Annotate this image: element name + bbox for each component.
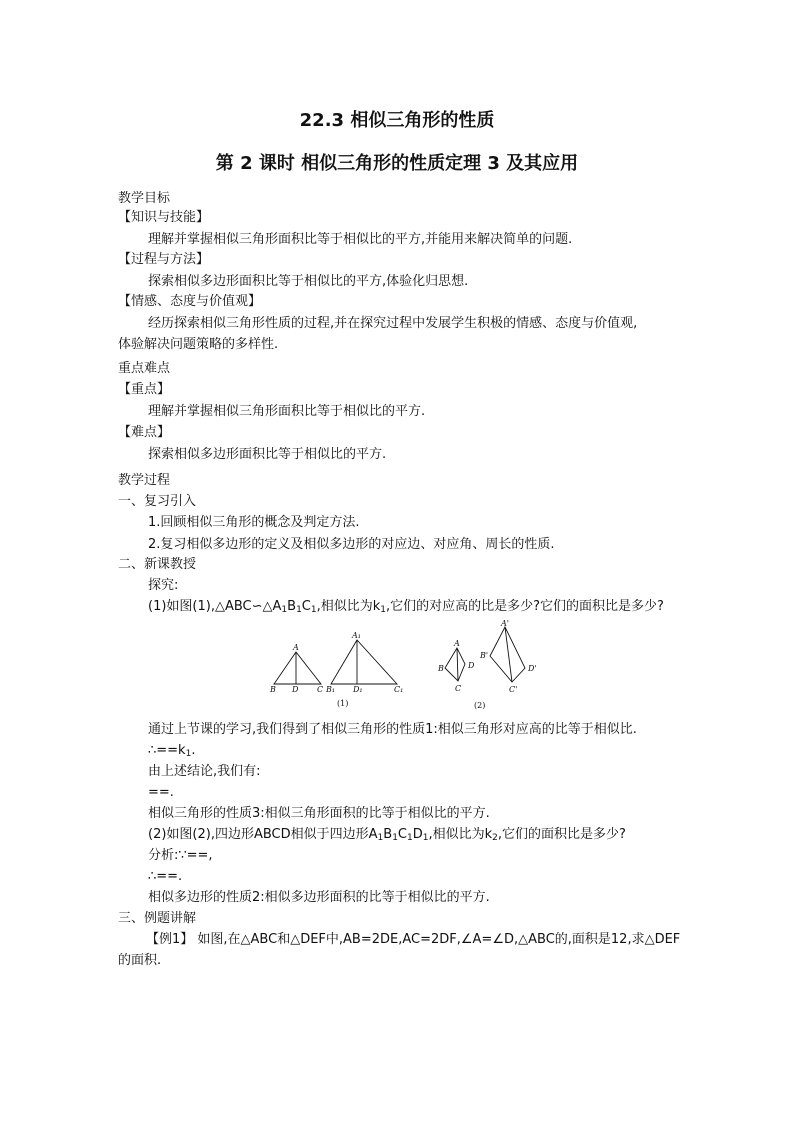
quad-abcd [445,648,465,681]
label-qb1: B' [480,651,489,660]
property-3: 相似三角形的性质3:相似三角形面积的比等于相似比的平方. [148,806,490,821]
caption-2: (2) [474,701,486,710]
section-1-item-2: 2.复习相似多边形的定义及相似多边形的对应边、对应角、周长的性质. [148,537,555,552]
section-3-title: 三、例题讲解 [118,911,197,926]
example-1-line-2: 的面积. [118,953,162,968]
diagonal-a1c1 [505,627,512,682]
label-d1: D₁ [353,685,363,694]
label-qc: C [455,684,462,693]
section-2-title: 二、新课教授 [118,557,197,572]
label-c: C [317,685,324,694]
knowledge-text: 理解并掌握相似三角形面积比等于相似比的平方,并能用来解决简单的问题. [148,232,573,247]
similar-figures-diagram [268,620,558,716]
after-figure-text: 通过上节课的学习,我们得到了相似三角形的性质1:相似三角形对应高的比等于相似比. [148,722,637,737]
triangle-abc [274,652,321,684]
label-c1: C₁ [394,685,404,694]
label-qa1: A' [501,620,509,628]
focus-text: 理解并掌握相似三角形面积比等于相似比的平方. [148,404,426,419]
triangle-a1b1c1 [331,640,397,684]
section-1-item-1: 1.回顾相似三角形的概念及判定方法. [148,515,360,530]
process-heading: 教学过程 [118,473,171,488]
label-qd: D [468,661,475,670]
document-subtitle: 第 2 课时 相似三角形的性质定理 3 及其应用 [215,153,579,174]
therefore-1: $\therefore==k_1$. [148,743,196,759]
analysis: 分析:∵==, [148,848,213,863]
document-title: 22.3 相似三角形的性质 [299,110,495,131]
label-d: D [292,685,299,694]
keypoints-heading: 重点难点 [118,361,171,376]
attitude-label: 【情感、态度与价值观】 [118,294,262,309]
difficulty-text: 探索相似多边形面积比等于相似比的平方. [148,447,387,462]
attitude-text-1: 经历探索相似三角形性质的过程,并在探究过程中发展学生积极的情感、态度与价值观, [148,316,638,331]
label-b1: B₁ [326,685,336,694]
caption-1: (1) [337,699,349,708]
quad-a1b1c1d1 [490,627,525,682]
difficulty-label: 【难点】 [118,425,171,440]
explore-label: 探究: [148,578,179,593]
section-1-title: 一、复习引入 [118,494,197,509]
objectives-heading: 教学目标 [118,191,171,206]
label-qb: B [438,664,444,673]
example-1-line-1: 【例1】 如图,在△ABC和△DEF中,AB=2DE,AC=2DF,∠A=∠D,△ABC的,面积是12,求△DEF [146,932,681,947]
diagonal-ac [457,648,458,681]
property-polygon: 相似多边形的性质2:相似多边形面积的比等于相似比的平方. [148,890,490,905]
conclusion-intro: 由上述结论,我们有: [148,764,261,779]
therefore-2: ∴==. [148,869,183,884]
knowledge-label: 【知识与技能】 [118,210,210,225]
label-a: A [293,643,299,652]
question-2: (2)如图(2),四边形ABCD相似于四边形$A_1B_1C_1D_1$,相似比为$k_2$,它们的面积比是多少? [148,827,626,843]
attitude-text-2: 体验解决问题策略的多样性. [118,337,279,352]
label-b: B [270,685,276,694]
focus-label: 【重点】 [118,382,171,397]
question-1: (1)如图$(1),\triangle ABC∽\triangle A_1B_1C_1$,相似比为$k_1$,它们的对应高的比是多少?它们的面积比是多少? [148,599,664,615]
equation-1: ==. [148,785,174,800]
label-qd1: D' [528,664,537,673]
label-qc1: C' [509,685,518,694]
label-a1: A₁ [352,631,361,640]
label-qa: A [454,639,460,648]
process-label: 【过程与方法】 [118,252,210,267]
process-text: 探索相似多边形面积比等于相似比的平方,体验化归思想. [148,274,469,289]
